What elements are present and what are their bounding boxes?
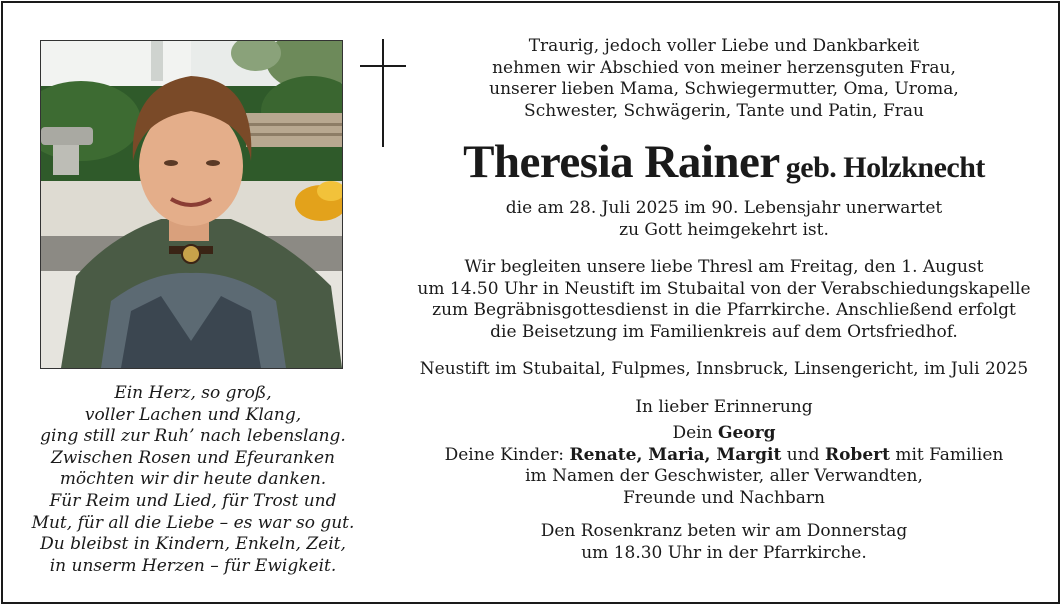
husband-name: Georg [717, 423, 776, 443]
death-line: die am 28. Juli 2025 im 90. Lebensjahr unerwartet [505, 198, 943, 218]
funeral-line: um 14.50 Uhr in Neustift im Stubaital von der Verabschiedungskapelle [417, 278, 1031, 299]
intro-line: Traurig, jedoch voller Liebe und Dankbarkeit [528, 36, 920, 56]
children-prefix: Deine Kinder: [444, 444, 565, 465]
poem-line: Zwischen Rosen und Efeuranken [51, 447, 335, 468]
memory-line: In lieber Erinnerung [635, 396, 813, 417]
intro-line: Schwester, Schwägerin, Tante und Patin, Frau [524, 100, 924, 121]
signer-husband [408, 423, 1040, 445]
signer-prefix: Dein [672, 423, 713, 443]
signer-line: im Namen der Geschwister, aller Verwandten, [525, 466, 923, 486]
signer-children [408, 445, 1040, 467]
death-line: zu Gott heimgekehrt ist. [619, 219, 829, 240]
intro-text [408, 36, 1040, 122]
poem-line: Mut, für all die Liebe – es war so gut. [31, 512, 355, 533]
poem-line: ging still zur Ruh’ nach lebenslang. [40, 426, 346, 447]
poem-line: voller Lachen und Klang, [84, 404, 302, 425]
funeral-line: zum Begräbnisgottesdienst in die Pfarrkirche. Anschließend erfolgt [432, 300, 1016, 320]
poem-line: Für Reim und Lied, für Trost und [49, 490, 337, 511]
memorial-poem [23, 383, 363, 577]
name-birth: geb. Holzknecht [785, 151, 985, 184]
intro-line: unserer lieben Mama, Schwiegermutter, Oma, Uroma, [489, 79, 959, 99]
signers [408, 423, 1040, 509]
place-date: Neustift im Stubaital, Fulpmes, Innsbruck, Linsengericht, im Juli 2025 [419, 359, 1029, 379]
portrait-image [41, 41, 342, 368]
name-main: Theresia Rainer [463, 136, 780, 188]
intro-line: nehmen wir Abschied von meiner herzensguten Frau, [492, 57, 956, 78]
families-text: mit Familien [895, 444, 1004, 465]
portrait-photo [40, 40, 343, 369]
death-notice [408, 198, 1040, 241]
and-word: und [786, 444, 820, 465]
rosary-line: um 18.30 Uhr in der Pfarrkirche. [581, 542, 867, 563]
rosary-line: Den Rosenkranz beten wir am Donnerstag [540, 521, 908, 541]
poem-line: möchten wir dir heute danken. [59, 469, 327, 490]
poem-line: Ein Herz, so groß, [114, 383, 272, 403]
funeral-line: Wir begleiten unsere liebe Thresl am Freitag, den 1. August [464, 257, 984, 277]
funeral-details [408, 257, 1040, 343]
obituary-frame [1, 1, 1060, 604]
child-last-name: Robert [824, 444, 890, 465]
children-names: Renate, Maria, Margit [569, 444, 782, 465]
funeral-line: die Beisetzung im Familienkreis auf dem Ortsfriedhof. [490, 321, 958, 342]
rosary-notice [408, 521, 1040, 564]
obituary-text [408, 36, 1040, 564]
deceased-name [408, 134, 1040, 190]
signer-line: Freunde und Nachbarn [623, 487, 825, 508]
poem-line: in unserm Herzen – für Ewigkeit. [49, 555, 337, 576]
cross-icon [360, 39, 408, 147]
poem-line: Du bleibst in Kindern, Enkeln, Zeit, [40, 534, 346, 555]
